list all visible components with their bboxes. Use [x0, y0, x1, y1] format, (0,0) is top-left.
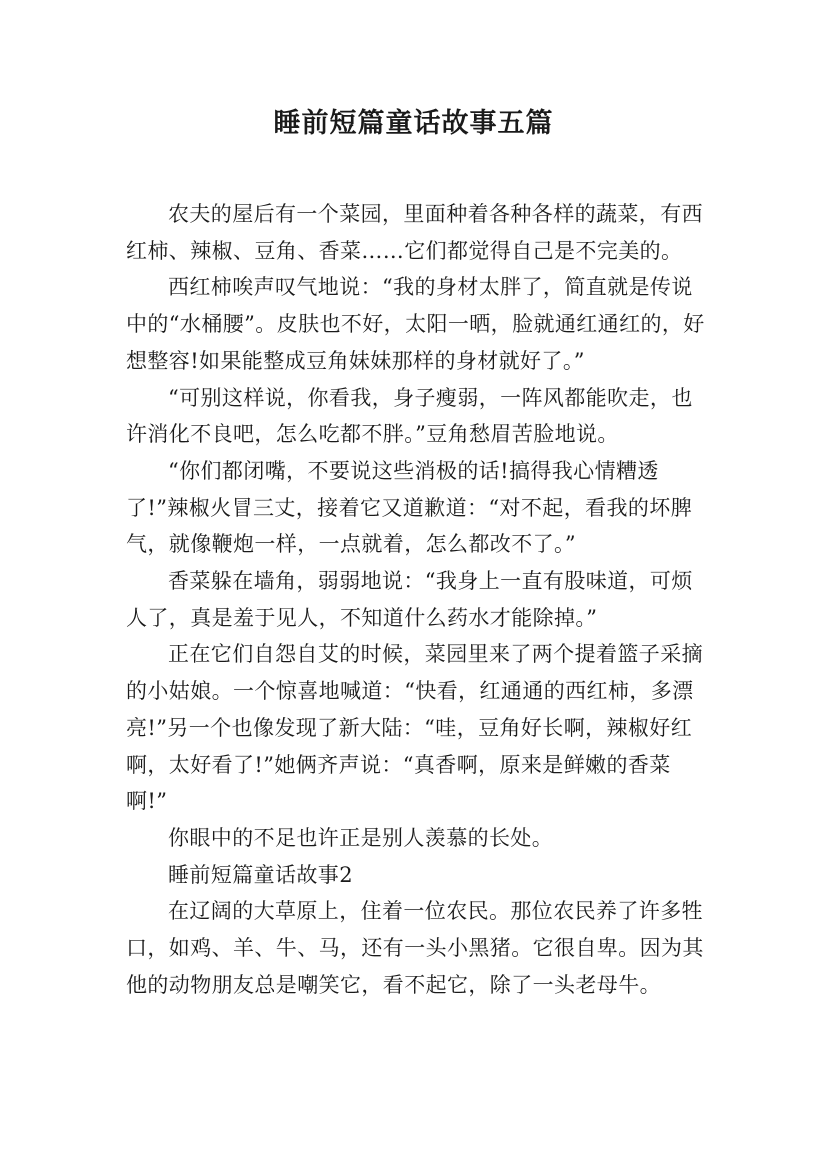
paragraph: “你们都闭嘴，不要说这些消极的话!搞得我心情糟透了!”辣椒火冒三丈，接着它又道歉道：“对不起，看我的坏脾气，就像鞭炮一样，一点就着，怎么都改不了。”	[126, 458, 693, 557]
paragraph: 香菜躲在墙角，弱弱地说：“我身上一直有股味道，可烦人了，真是羞于见人，不知道什么药水才能除掉。”	[126, 569, 693, 630]
document-body	[126, 196, 711, 1003]
paragraph: 农夫的屋后有一个菜园，里面种着各种各样的蔬菜，有西红柿、辣椒、豆角、香菜……它们都觉得自己是不完美的。	[126, 202, 703, 263]
paragraph: 正在它们自怨自艾的时候，菜园里来了两个提着篮子采摘的小姑娘。一个惊喜地喊道：“快看，红通通的西红柿，多漂亮!”另一个也像发现了新大陆：“哇，豆角好长啊，辣椒好红啊，太好看了!”她俩齐声说：“真香啊，原来是鲜嫩的香菜啊!”	[126, 642, 703, 814]
paragraph: 在辽阔的大草原上，住着一位农民。那位农民养了许多牲口，如鸡、羊、牛、马，还有一头小黑猪。它很自卑。因为其他的动物朋友总是嘲笑它，看不起它，除了一头老母牛。	[126, 899, 704, 997]
section-heading: 睡前短篇童话故事2	[168, 862, 353, 887]
paragraph: “可别这样说，你看我，身子瘦弱，一阵风都能吹走，也许消化不良吧，怎么吃都不胖。”豆角愁眉苦脸地说。	[126, 385, 693, 447]
paragraph: 西红柿唉声叹气地说：“我的身材太胖了，简直就是传说中的“水桶腰”。皮肤也不好，太阳一晒，脸就通红通红的，好想整容!如果能整成豆角妹妹那样的身材就好了。”	[126, 275, 705, 373]
document-title: 睡前短篇童话故事五篇	[273, 108, 554, 139]
paragraph: 你眼中的不足也许正是别人羡慕的长处。	[168, 825, 554, 850]
